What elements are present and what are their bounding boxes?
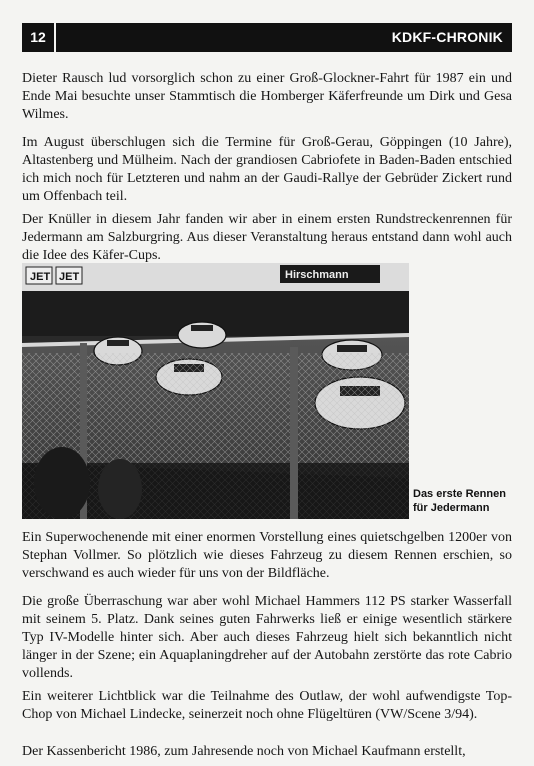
page-number: 12 — [22, 23, 56, 52]
paragraph-1: Dieter Rausch lud vorsorglich schon zu einer Groß-Glockner-Fahrt für 1987 ein und Ende Mai besuchte unser Stammtisch die Homberger Käferfreunde um Dirk und Gesa Wilmes. — [22, 71, 512, 122]
banner-jet-2: JET — [59, 271, 80, 283]
paragraph-3: Der Knüller in diesem Jahr fanden wir aber in einem ersten Rundstreckenrennen für Jedermann am Salzburgring. Aus dieser Veranstaltung heraus entstand dann wohl auch die Idee des Käfer-Cups. — [22, 212, 512, 263]
paragraph-2: Im August überschlugen sich die Termine für Groß-Gerau, Göppingen (10 Jahre), Altastenberg und Mülheim. Nach der grandiosen Cabriofete in Baden-Baden entschied ich mich noch für Letzteren und nahm an der Gaudi-Rallye der Gebrüder Zickert rund um Offenbach teil. — [22, 135, 512, 204]
race-photo — [22, 263, 409, 519]
paragraph-6: Ein weiterer Lichtblick war die Teilnahme des Outlaw, der wohl aufwendigste Top-Chop von Michael Lindecke, seinerzeit noch ohne Flügeltüren (VW/Scene 3/94). — [22, 689, 512, 722]
banner-jet-1: JET — [30, 271, 51, 283]
paragraph-7: Der Kassenbericht 1986, zum Jahresende noch von Michael Kaufmann erstellt, — [22, 744, 466, 759]
caption-line-1: Das erste Rennen — [413, 488, 506, 500]
race-photo-image — [22, 263, 409, 519]
caption-line-2: für Jedermann — [413, 502, 490, 514]
paragraph-4: Ein Superwochenende mit einer enormen Vorstellung eines quietschgelben 1200er von Stephan Vollmer. So plötzlich wie dieses Fahrzeug zu diesem Rennen erschien, so verschwand es auch wieder für uns von der Bildfläche. — [22, 530, 512, 581]
running-title: KDKF-CHRONIK — [391, 29, 503, 45]
photo-caption — [413, 487, 513, 515]
page-header — [22, 23, 512, 52]
banner-hirschmann: Hirschmann — [285, 269, 349, 281]
paragraph-5: Die große Überraschung war aber wohl Michael Hammers 112 PS starker Wasserfall mit seinem 5. Platz. Dank seines guten Fahrwerks ließ er einige wesentlich stärkere Typ IV-Modelle hinter sich. Aber auch dieses Fahrzeug hielt sich bekanntlich nicht länger in der Szene; ein Aquaplaningdreher auf der Autobahn zerstörte das rote Cabrio vollends. — [22, 594, 512, 681]
